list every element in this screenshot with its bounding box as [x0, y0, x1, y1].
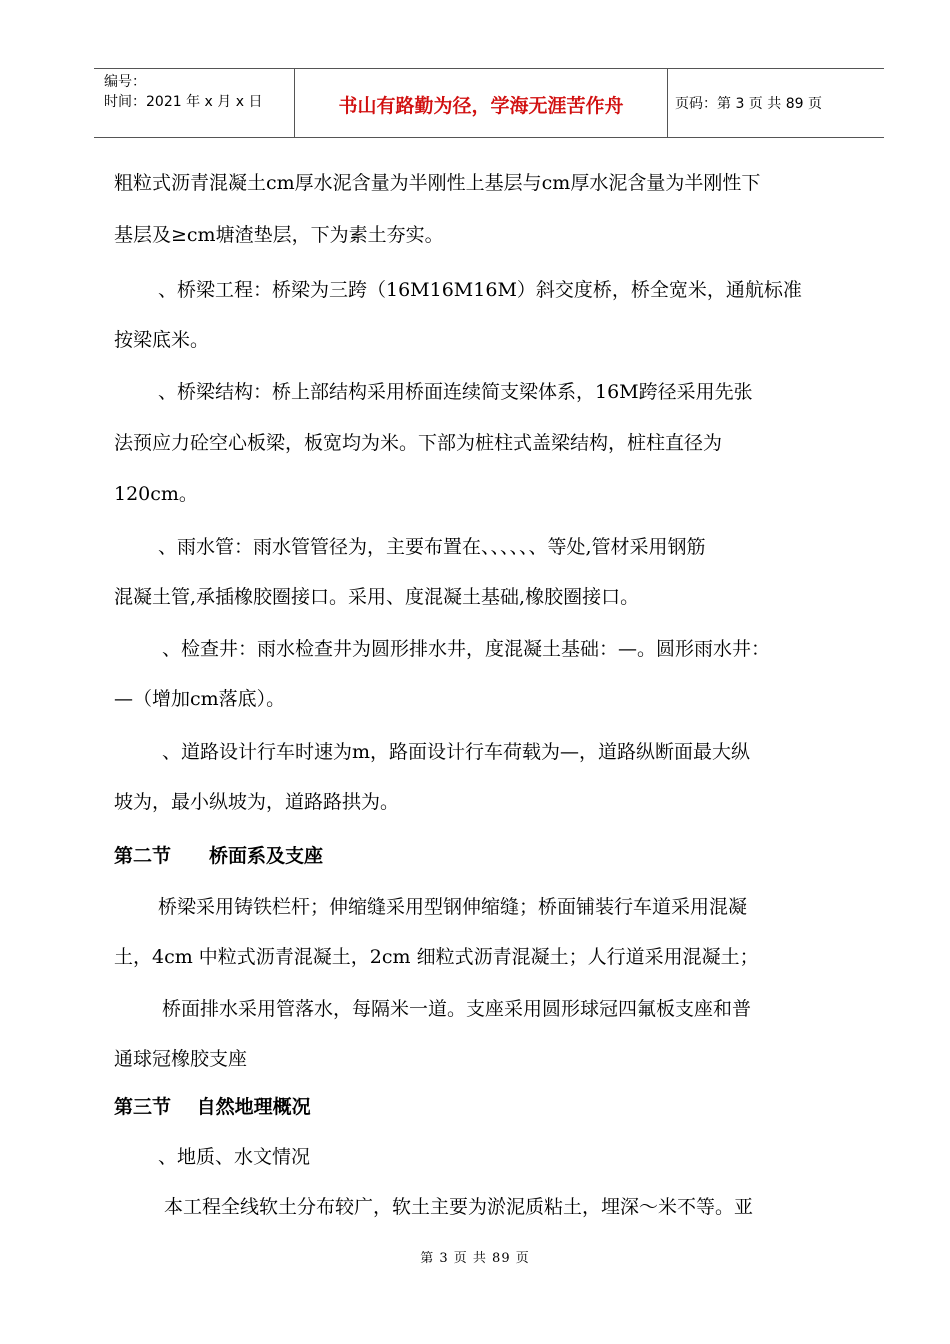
- header-right-cell: [667, 69, 884, 137]
- body-line: 粗粒式沥青混凝土cm厚水泥含量为半刚性上基层与cm厚水泥含量为半刚性下: [114, 172, 761, 194]
- body-line: 混凝土管,承插橡胶圈接口。采用、度混凝土基础,橡胶圈接口。: [114, 586, 640, 608]
- body-line: 本工程全线软土分布较广，软土主要为淤泥质粘土，埋深～米不等。亚: [164, 1196, 754, 1218]
- body-line: 坡为，最小纵坡为，道路路拱为。: [114, 791, 400, 813]
- body-line: 、地质、水文情况: [158, 1146, 311, 1168]
- section-heading: 第二节 桥面系及支座: [114, 845, 324, 867]
- body-line: 按梁底米。: [114, 329, 210, 351]
- date-line: 时间：2021 年 x 月 x 日: [104, 94, 263, 110]
- body-line: 桥面排水采用管落水，每隔米一道。支座采用圆形球冠四氟板支座和普: [162, 998, 752, 1020]
- body-line: 120cm。: [114, 483, 198, 505]
- body-line: 、道路设计行车时速为m，路面设计行车荷载为—，道路纵断面最大纵: [162, 741, 751, 763]
- header-page-info: 页码：第 3 页 共 89 页: [675, 96, 822, 112]
- body-line: 桥梁采用铸铁栏杆；伸缩缝采用型钢伸缩缝；桥面铺装行车道采用混凝: [158, 896, 748, 918]
- body-line: 通球冠橡胶支座: [114, 1048, 248, 1070]
- body-line: 、检查井：雨水检查井为圆形排水井，度混凝土基础：—。圆形雨水井：: [162, 638, 771, 660]
- code-label: 编号：: [104, 74, 146, 90]
- body-line: 、桥梁工程：桥梁为三跨（16M16M16M）斜交度桥，桥全宽米，通航标准: [158, 279, 802, 301]
- body-line: 土，4cm 中粒式沥青混凝土，2cm 细粒式沥青混凝土；人行道采用混凝土；: [114, 946, 759, 968]
- page-header: [94, 68, 884, 138]
- body-line: 基层及≥cm塘渣垫层，下为素土夯实。: [114, 224, 444, 246]
- header-motto: 书山有路勤为径，学海无涯苦作舟: [338, 95, 624, 117]
- body-line: 法预应力砼空心板梁，板宽均为米。下部为桩柱式盖梁结构，桩柱直径为: [114, 432, 723, 454]
- header-left-cell: [94, 69, 294, 137]
- page-footer: 第 3 页 共 89 页: [420, 1251, 530, 1266]
- body-line: —（增加cm落底）。: [114, 688, 286, 710]
- body-line: 、桥梁结构：桥上部结构采用桥面连续简支梁体系，16M跨径采用先张: [158, 381, 753, 403]
- header-motto-cell: [294, 69, 668, 137]
- body-line: 、雨水管：雨水管管径为，主要布置在、、、、、、等处,管材采用钢筋: [158, 536, 706, 558]
- section-heading: 第三节 自然地理概况: [114, 1096, 311, 1118]
